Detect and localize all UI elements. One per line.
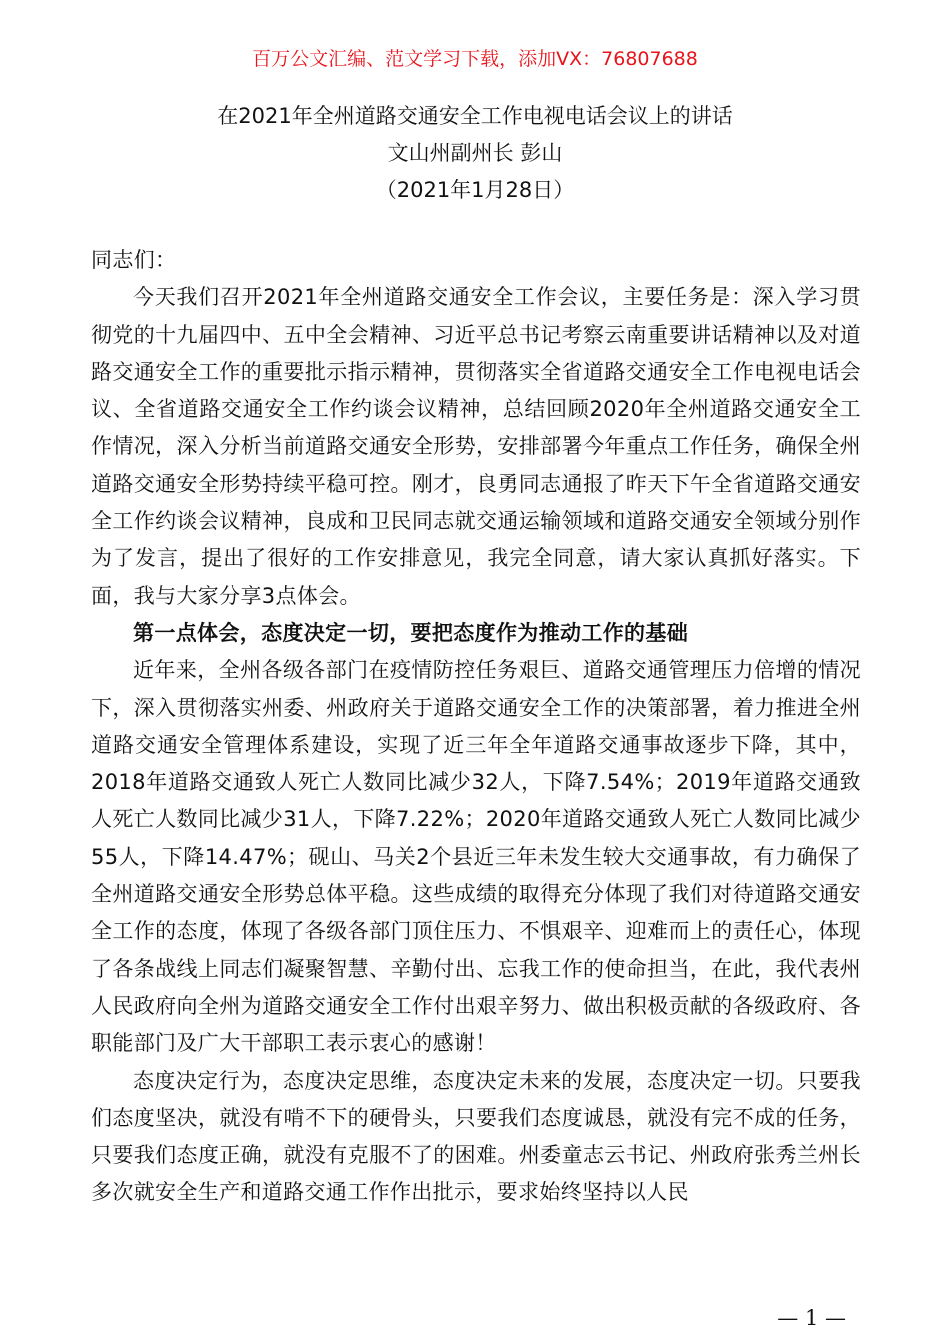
salutation: 同志们：	[91, 248, 177, 272]
section-heading-1: 第一点体会，态度决定一切，要把态度作为推动工作的基础	[133, 620, 689, 645]
page-number: — 1 —	[777, 1306, 846, 1330]
speech-date: （2021年1月28日）	[375, 178, 575, 202]
speaker-line: 文山州副州长 彭山	[387, 141, 563, 165]
speech-title: 在2021年全州道路交通安全工作电视电话会议上的讲话	[217, 104, 733, 128]
title-block	[0, 98, 950, 209]
paragraph-intro: 今天我们召开2021年全州道路交通安全工作会议，主要任务是：深入学习贯彻党的十九届四中、五中全会精神、习近平总书记考察云南重要讲话精神以及对道路交通安全工作的重要批示指示精神，贯彻落实全省道路交通安全工作电视电话会议、全省道路交通安全工作约谈会议精神，总结回顾2020年全州道路交通安全工作情况，深入分析当前道路交通安全形势，安排部署今年重点工作任务，确保全州道路交通安全形势持续平稳可控。刚才，良勇同志通报了昨天下午全省道路交通安全工作约谈会议精神，良成和卫民同志就交通运输领域和道路交通安全领域分别作为了发言，提出了很好的工作安排意见，我完全同意，请大家认真抓好落实。下面，我与大家分享3点体会。	[91, 285, 861, 608]
paragraph-achievements: 近年来，全州各级各部门在疫情防控任务艰巨、道路交通管理压力倍增的情况下，深入贯彻落实州委、州政府关于道路交通安全工作的决策部署，着力推进全州道路交通安全管理体系建设，实现了近三年全年道路交通事故逐步下降，其中，2018年道路交通致人死亡人数同比减少32人，下降7.54%；2019年道路交通致人死亡人数同比减少31人，下降7.22%；2020年道路交通致人死亡人数同比减少55人，下降14.47%；砚山、马关2个县近三年未发生较大交通事故，有力确保了全州道路交通安全形势总体平稳。这些成绩的取得充分体现了我们对待道路交通安全工作的态度，体现了各级各部门顶住压力、不惧艰辛、迎难而上的责任心，体现了各条战线上同志们凝聚智慧、辛勤付出、忘我工作的使命担当，在此，我代表州人民政府向全州为道路交通安全工作付出艰辛努力、做出积极贡献的各级政府、各职能部门及广大干部职工表示衷心的感谢！	[91, 658, 861, 1056]
speech-body	[91, 242, 861, 1212]
promo-banner: 百万公文汇编、范文学习下载，添加VX：76807688	[252, 48, 698, 70]
paragraph-attitude: 态度决定行为，态度决定思维，态度决定未来的发展，态度决定一切。只要我们态度坚决，就没有啃不下的硬骨头，只要我们态度诚恳，就没有完不成的任务，只要我们态度正确，就没有克服不了的困难。州委童志云书记、州政府张秀兰州长多次就安全生产和道路交通工作作出批示，要求始终坚持以人民	[91, 1068, 861, 1205]
